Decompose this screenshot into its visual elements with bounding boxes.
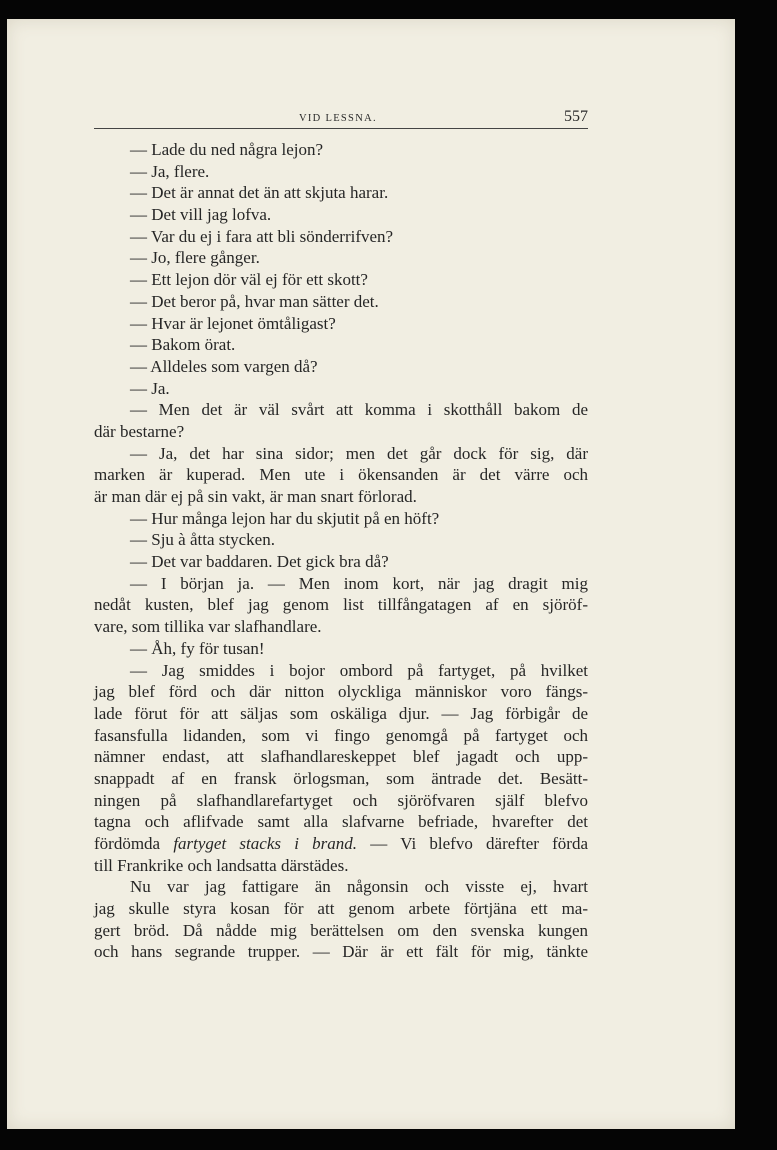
text-line — [94, 833, 588, 855]
text-line: lade förut för att säljas som oskäliga djur. — Jag förbigår de — [94, 703, 588, 723]
page-header — [94, 108, 588, 128]
body-text — [94, 139, 588, 963]
text-line: — Var du ej i fara att bli sönderrifven? — [130, 226, 394, 246]
text-line: — Ja, det har sina sidor; men det går dock för sig, där — [130, 443, 588, 463]
text-line: gert bröd. Då nådde mig berättelsen om den svenska kungen — [94, 920, 588, 940]
text-line: — Ja, flere. — [130, 161, 210, 181]
text-line: — I början ja. — Men inom kort, när jag dragit mig — [130, 573, 588, 593]
text-line: — Jag smiddes i bojor ombord på fartyget, på hvilket — [130, 660, 588, 680]
text-line: jag skulle styra kosan för att genom arbete förtjäna ett ma- — [94, 899, 588, 919]
text-line: nedåt kusten, blef jag genom list tillfångatagen af en sjöröf- — [94, 595, 588, 615]
header-rule — [94, 128, 588, 129]
line-segment: fördömda — [94, 834, 161, 853]
text-line: — Lade du ned några lejon? — [130, 140, 324, 159]
text-line: — Det vill jag lofva. — [130, 205, 272, 225]
page-number: 557 — [564, 108, 588, 125]
text-line: är man där ej på sin vakt, är man snart förlorad. — [94, 487, 417, 506]
text-line: — Jo, flere gånger. — [130, 248, 260, 268]
text-line: — Hur många lejon har du skjutit på en höft? — [130, 508, 440, 528]
text-line: marken är kuperad. Men ute i ökensanden är det värre och — [94, 465, 588, 485]
text-line: — Ja. — [130, 378, 170, 398]
text-line: tagna och aflifvade samt alla slafvarne befriade, hvarefter det — [94, 812, 588, 832]
text-line: ningen på slafhandlarefartyget och sjöröfvaren själf blefvo — [94, 790, 588, 810]
text-line: — Åh, fy för tusan! — [130, 638, 265, 658]
text-line: — Det var baddaren. Det gick bra då? — [130, 552, 389, 572]
text-line: — Bakom örat. — [130, 335, 236, 355]
text-line: — Alldeles som vargen då? — [130, 356, 318, 376]
text-line: till Frankrike och landsatta därstädes. — [94, 855, 349, 875]
text-line: Nu var jag fattigare än någonsin och visste ej, hvart — [130, 877, 588, 897]
text-line: jag blef förd och där nitton olyckliga människor voro fängs- — [94, 682, 588, 702]
italic-phrase: fartyget stacks i brand. — [173, 834, 358, 853]
running-head: VID LESSNA. — [299, 113, 377, 124]
text-line: vare, som tillika var slafhandlare. — [94, 617, 322, 637]
text-line: — Men det är väl svårt att komma i skotthåll bakom de — [130, 400, 588, 420]
text-line: där bestarne? — [94, 421, 185, 441]
text-line: fasansfulla lidanden, som vi fingo genomgå på fartyget och — [94, 725, 588, 745]
text-line: snappadt af en fransk örlogsman, som äntrade det. Besätt- — [94, 768, 588, 788]
text-line: — Sju à åtta stycken. — [130, 530, 275, 550]
text-line: — Det är annat det än att skjuta harar. — [130, 183, 389, 203]
text-line: — Det beror på, hvar man sätter det. — [130, 291, 379, 311]
text-line: och hans segrande trupper. — Där är ett fält för mig, tänkte — [94, 942, 588, 962]
text-line: — Hvar är lejonet ömtåligast? — [130, 313, 336, 333]
text-line: nämner endast, att slafhandlareskeppet blef jagadt och upp- — [94, 747, 588, 767]
line-segment: — Vi blefvo därefter förda — [370, 834, 589, 853]
text-line: — Ett lejon dör väl ej för ett skott? — [130, 270, 368, 290]
